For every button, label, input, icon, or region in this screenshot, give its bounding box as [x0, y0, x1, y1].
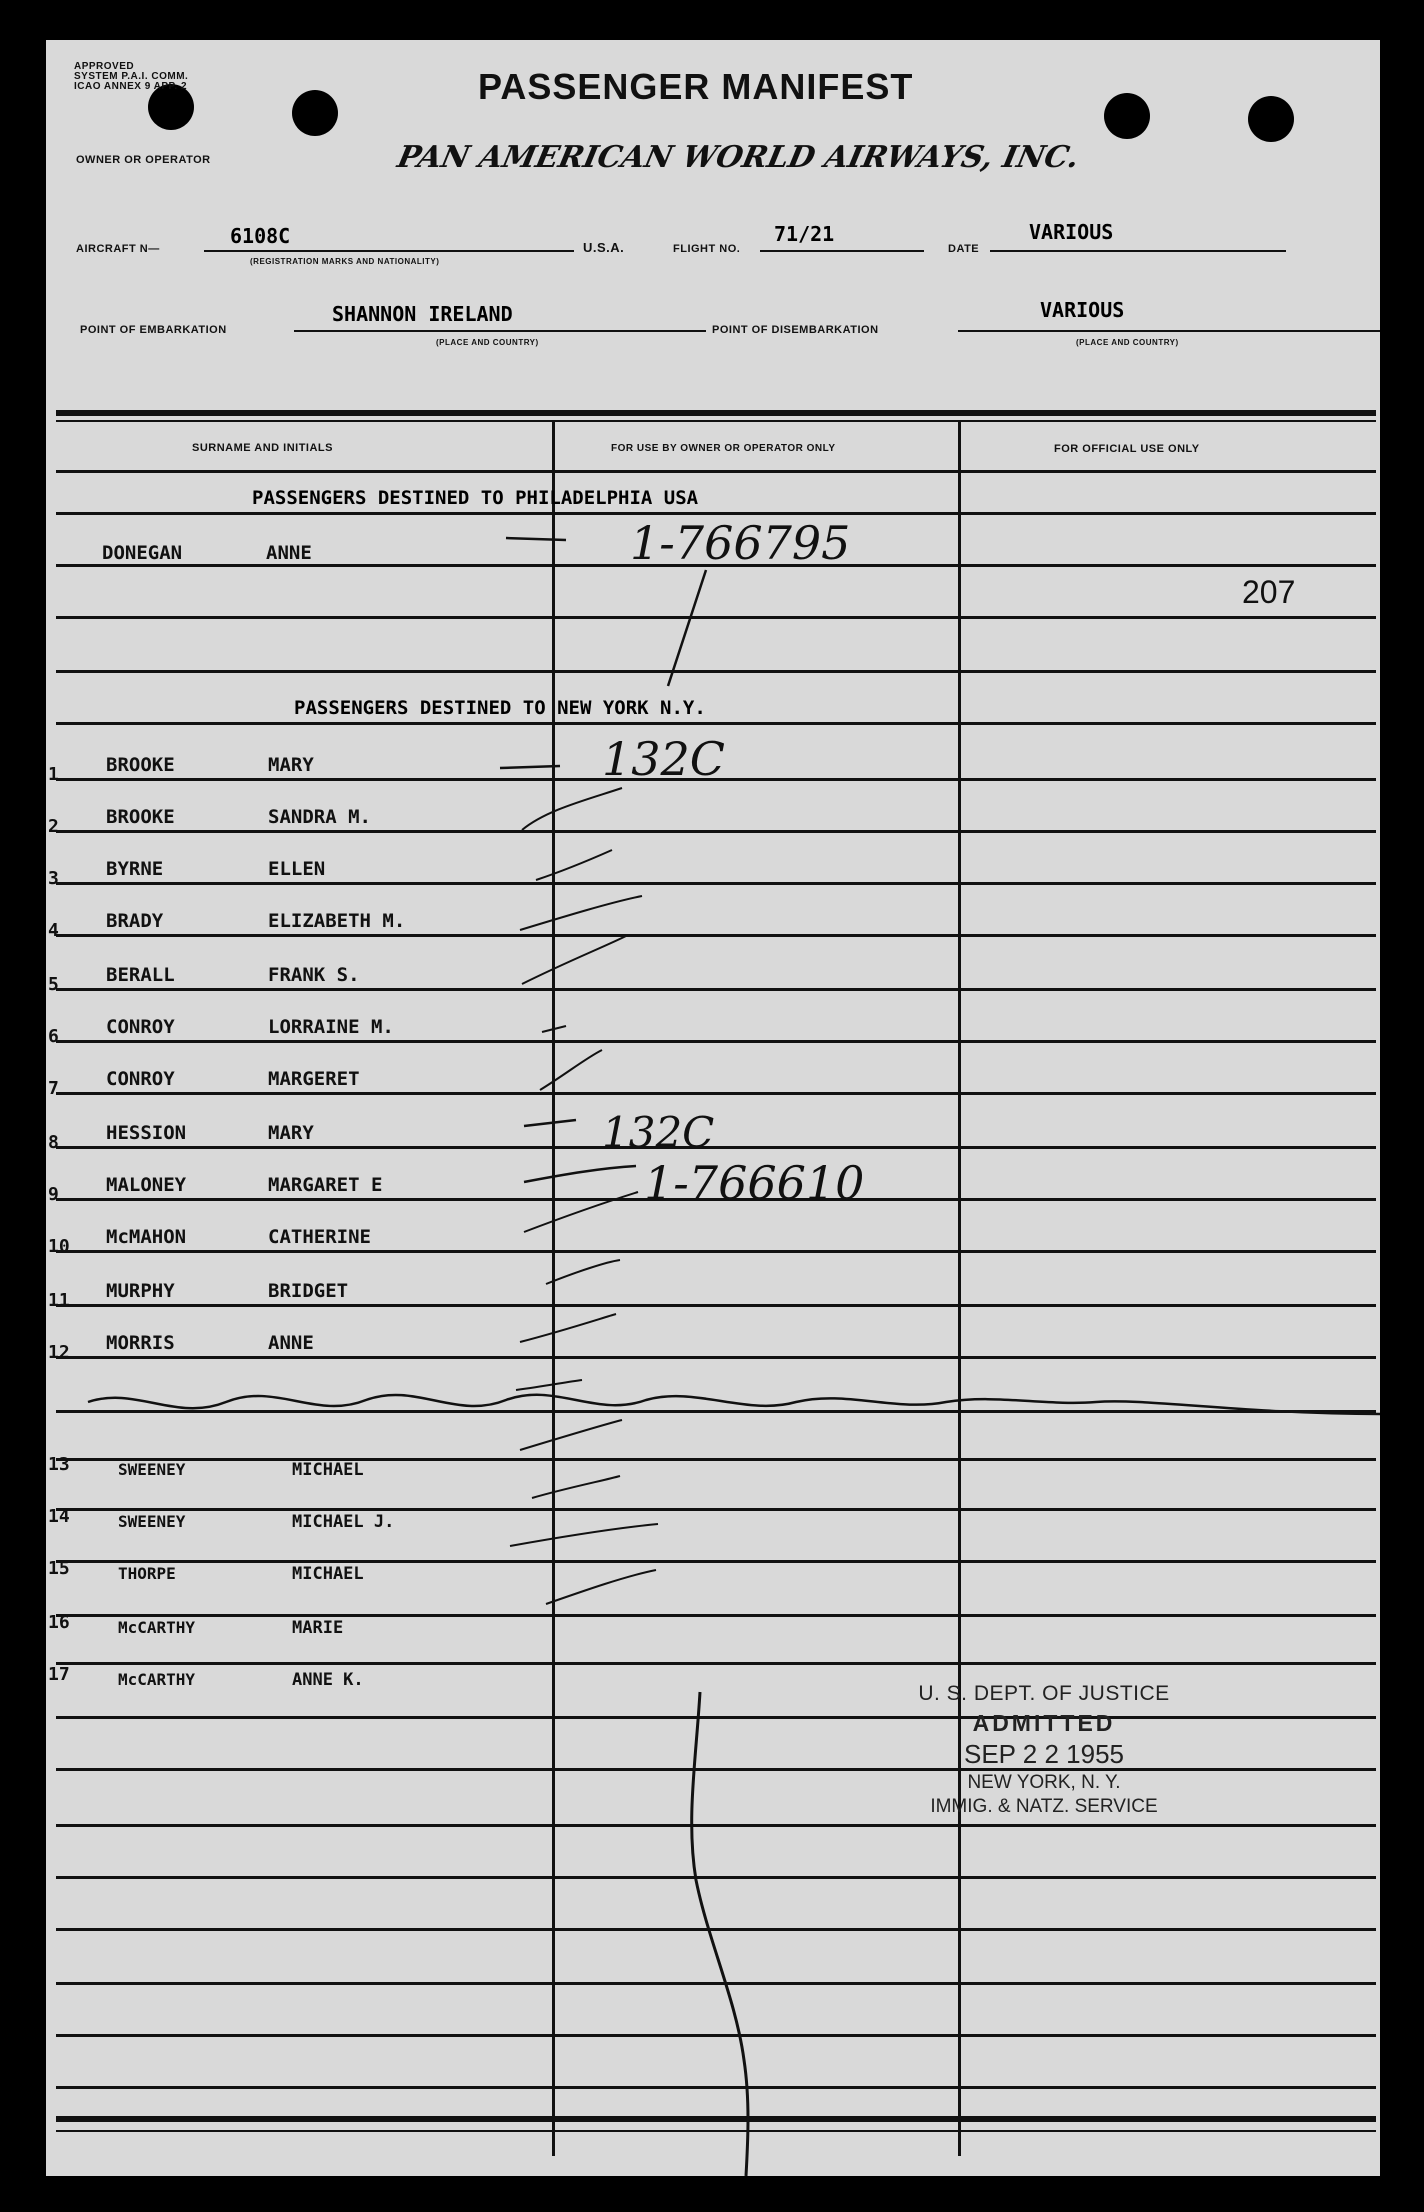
- passenger-surname: CONROY: [106, 1068, 175, 1090]
- pen-marks: [46, 40, 1380, 2176]
- row-number: 11: [48, 1290, 70, 1311]
- passenger-surname: SWEENEY: [118, 1512, 186, 1531]
- section-philadelphia: PASSENGERS DESTINED TO PHILADELPHIA USA: [252, 487, 699, 509]
- passenger-given-name: CATHERINE: [268, 1226, 371, 1248]
- passenger-surname: HESSION: [106, 1122, 187, 1144]
- passenger-given-name: LORRAINE M.: [268, 1016, 394, 1038]
- ticket-number: 1-766610: [644, 1156, 865, 1210]
- stamp-agency: U. S. DEPT. OF JUSTICE: [918, 1682, 1170, 1705]
- passenger-surname: BROOKE: [106, 806, 175, 828]
- passenger-surname: MALONEY: [106, 1174, 187, 1196]
- passenger-surname: McCARTHY: [118, 1670, 196, 1689]
- embarkation-label: POINT OF EMBARKATION: [80, 324, 227, 336]
- date-label: DATE: [948, 243, 980, 255]
- embarkation-value: SHANNON IRELAND: [332, 302, 513, 326]
- passenger-given-name: MARGERET: [268, 1068, 360, 1090]
- disembarkation-value: VARIOUS: [1040, 298, 1125, 322]
- disembarkation-sublabel: (PLACE AND COUNTRY): [1076, 338, 1179, 347]
- airline-name: PAN AMERICAN WORLD AIRWAYS, INC.: [394, 140, 1083, 175]
- passenger-surname: McMAHON: [106, 1226, 187, 1248]
- passenger-surname: CONROY: [106, 1016, 175, 1038]
- passenger-given-name: MARIE: [292, 1618, 344, 1638]
- row-number: 9: [48, 1184, 59, 1205]
- passenger-given-name: SANDRA M.: [268, 806, 371, 828]
- owner-label: OWNER OR OPERATOR: [76, 154, 211, 166]
- aircraft-value: 6108C: [230, 224, 291, 248]
- passenger-given-name: ANNE K.: [292, 1670, 364, 1690]
- manifest-page: [46, 40, 1380, 2176]
- embarkation-sublabel: (PLACE AND COUNTRY): [436, 338, 539, 347]
- passenger-surname: MORRIS: [106, 1332, 175, 1354]
- passenger-surname: THORPE: [118, 1564, 176, 1583]
- row-number: 6: [48, 1026, 59, 1047]
- admission-stamp: [894, 1682, 1194, 1818]
- passenger-surname: BROOKE: [106, 754, 175, 776]
- col-header-surname: SURNAME AND INITIALS: [192, 442, 333, 454]
- passenger-given: ANNE: [266, 542, 312, 564]
- handwritten-code: 132C: [602, 732, 725, 786]
- page-number: 207: [1242, 574, 1296, 610]
- col-header-official: FOR OFFICIAL USE ONLY: [1054, 443, 1200, 455]
- passenger-given-name: MARY: [268, 754, 314, 776]
- row-number: 7: [48, 1078, 59, 1099]
- date-value: VARIOUS: [1029, 220, 1114, 244]
- row-number: 16: [48, 1612, 70, 1633]
- row-number: 12: [48, 1342, 70, 1363]
- aircraft-sublabel: (REGISTRATION MARKS AND NATIONALITY): [250, 257, 440, 266]
- ticket-number: 1-766795: [630, 516, 851, 570]
- col-header-owner: FOR USE BY OWNER OR OPERATOR ONLY: [611, 443, 836, 454]
- section-new-york: PASSENGERS DESTINED TO NEW YORK N.Y.: [294, 697, 706, 719]
- passenger-given-name: FRANK S.: [268, 964, 360, 986]
- flight-label: FLIGHT NO.: [673, 243, 741, 255]
- passenger-surname: BYRNE: [106, 858, 164, 880]
- passenger-given-name: MARY: [268, 1122, 314, 1144]
- row-number: 14: [48, 1506, 70, 1527]
- approval-note: APPROVED SYSTEM P.A.I. COMM. ICAO ANNEX 9 APP. 2: [74, 61, 189, 92]
- passenger-given-name: ELIZABETH M.: [268, 910, 406, 932]
- stamp-date: SEP 2 2 1955: [964, 1739, 1124, 1769]
- row-number: 8: [48, 1132, 59, 1153]
- row-number: 1: [48, 764, 59, 785]
- usa-label: U.S.A.: [583, 240, 625, 255]
- passenger-given-name: BRIDGET: [268, 1280, 349, 1302]
- handwritten-code: 132C: [602, 1108, 715, 1157]
- row-number: 15: [48, 1558, 70, 1579]
- passenger-surname: BERALL: [106, 964, 175, 986]
- row-number: 3: [48, 868, 59, 889]
- passenger-given-name: ANNE: [268, 1332, 314, 1354]
- aircraft-label: AIRCRAFT N—: [76, 243, 160, 255]
- passenger-surname: DONEGAN: [102, 542, 183, 564]
- row-number: 10: [48, 1236, 70, 1257]
- stamp-service: IMMIG. & NATZ. SERVICE: [930, 1796, 1158, 1817]
- row-number: 13: [48, 1454, 70, 1475]
- passenger-given-name: MICHAEL: [292, 1460, 364, 1480]
- passenger-surname: McCARTHY: [118, 1618, 196, 1637]
- row-number: 17: [48, 1664, 70, 1685]
- passenger-given-name: MICHAEL: [292, 1564, 364, 1584]
- passenger-surname: SWEENEY: [118, 1460, 186, 1479]
- row-number: 4: [48, 920, 59, 941]
- passenger-surname: MURPHY: [106, 1280, 175, 1302]
- passenger-surname: BRADY: [106, 910, 164, 932]
- flight-value: 71/21: [774, 222, 835, 246]
- stamp-status: ADMITTED: [972, 1710, 1116, 1736]
- passenger-given-name: MICHAEL J.: [292, 1512, 395, 1532]
- row-number: 2: [48, 816, 59, 837]
- disembarkation-label: POINT OF DISEMBARKATION: [712, 324, 879, 336]
- page-title: PASSENGER MANIFEST: [478, 66, 914, 107]
- stamp-location: NEW YORK, N. Y.: [967, 1772, 1121, 1793]
- passenger-given-name: ELLEN: [268, 858, 326, 880]
- passenger-given-name: MARGARET E: [268, 1174, 383, 1196]
- row-number: 5: [48, 974, 59, 995]
